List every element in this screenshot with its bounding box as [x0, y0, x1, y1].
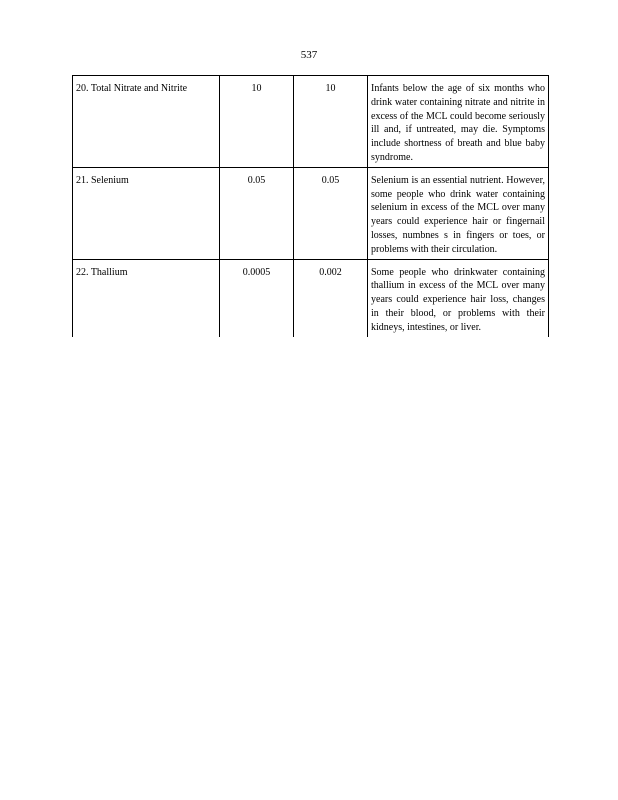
mclg-value: 0.0005	[220, 259, 294, 336]
table-row	[73, 167, 549, 259]
health-effects: Infants below the age of six months who drink water containing nitrate and nitrite in excess of the MCL could become seriously ill and, if untreated, may die. Symptoms include shortness of breath and blue baby syndrome.	[368, 76, 549, 168]
health-effects: Selenium is an essential nutrient. However, some people who drink water containing selenium in excess of the MCL over many years could experience hair or fingernail losses, numbnes s in fingers or toes, or problems with their circulation.	[368, 167, 549, 259]
mclg-value: 0.05	[220, 167, 294, 259]
health-effects: Some people who drinkwater containing thallium in excess of the MCL over many years could experience hair loss, changes in their blood, or problems with their kidneys, intestines, or liver.	[368, 259, 549, 336]
table-row	[73, 259, 549, 336]
mcl-value: 0.05	[294, 167, 368, 259]
mclg-value: 10	[220, 76, 294, 168]
contaminant-name: 21. Selenium	[73, 167, 220, 259]
table-row	[73, 76, 549, 168]
mcl-value: 0.002	[294, 259, 368, 336]
page-number: 537	[300, 49, 318, 61]
mcl-value: 10	[294, 76, 368, 168]
contaminant-name: 22. Thallium	[73, 259, 220, 336]
contaminant-name: 20. Total Nitrate and Nitrite	[73, 76, 220, 168]
contaminant-table	[72, 75, 549, 337]
